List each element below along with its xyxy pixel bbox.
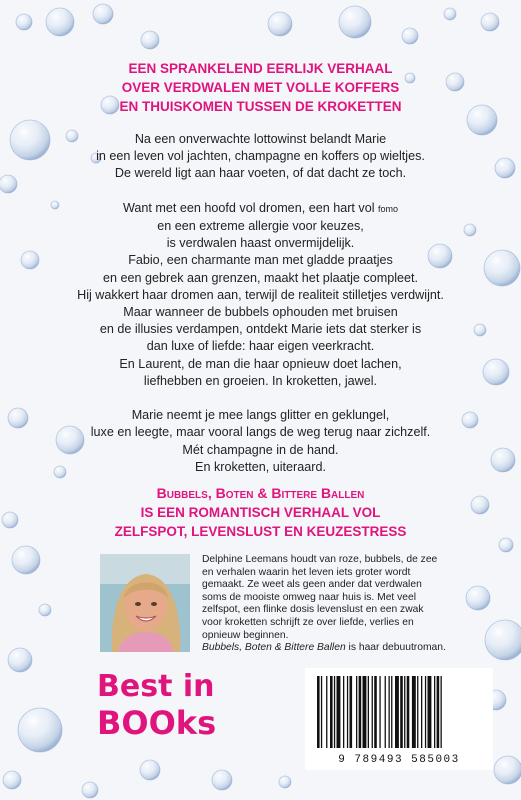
barcode-bar <box>434 676 435 748</box>
barcode-bar <box>347 676 348 748</box>
isbn-number: 9 789493 585003 <box>338 754 460 766</box>
logo-line2: BOOks <box>97 704 217 742</box>
bio-line: opnieuw beginnen. <box>202 629 289 641</box>
headline-line: EN THUISKOMEN TUSSEN DE KROKETTEN <box>119 99 402 114</box>
blurb-line: en een gebrek aan grenzen, maakt het plaatje compleet. <box>102 270 419 285</box>
blurb <box>0 131 521 476</box>
tagline-line: IS EEN ROMANTISCH VERHAAL VOL <box>140 505 381 520</box>
blurb-line: dan luxe of liefde: haar eigen veerkracht. <box>146 339 375 354</box>
barcode-bar <box>350 676 353 748</box>
headline <box>0 59 521 116</box>
barcode-bar <box>437 676 440 748</box>
blurb-line: Marie neemt je mee langs glitter en geklungel, <box>131 408 390 423</box>
bio-line: Delphine Leemans houdt van roze, bubbels, de zee <box>202 554 438 565</box>
barcode-bar <box>359 676 362 748</box>
blurb-line <box>0 200 521 218</box>
blurb-line: liefhebben en groeien. In kroketten, jawel. <box>143 373 378 388</box>
barcode-bar <box>412 676 416 748</box>
barcode-bar <box>428 676 432 748</box>
barcode-bar <box>400 676 403 748</box>
bio-line: soms de mooiste omweg naar huis is. Met veel <box>202 591 417 603</box>
barcode-bar <box>330 676 333 748</box>
blurb-line: En kroketten, uiteraard. <box>195 459 326 474</box>
barcode-bar <box>326 676 327 748</box>
barcode-bar <box>421 676 422 748</box>
publisher-logo <box>95 662 225 742</box>
blurb-line: Fabio, een charmante man met gladde praatjes <box>128 253 393 268</box>
blurb-line: Maar wanneer de bubbels ophouden met bruisen <box>123 305 398 320</box>
author-bio <box>202 554 502 655</box>
barcode-bar <box>425 676 426 748</box>
headline-line: OVER VERDWALEN MET VOLLE KOFFERS <box>121 80 400 95</box>
bio-line: zelfspot, een flinke dosis levenslust en een zwak <box>202 604 424 616</box>
barcode-bar <box>404 676 405 748</box>
fomo-text: fomo <box>378 203 399 214</box>
blurb-line: is verdwalen haast onvermijdelijk. <box>166 236 355 251</box>
barcode-bar <box>407 676 410 748</box>
barcode-bar <box>374 676 377 748</box>
barcode-bar <box>337 676 341 748</box>
bio-suffix: is haar debuutroman. <box>345 642 446 654</box>
barcode-bar <box>395 676 399 748</box>
blurb-line: Na een onverwachte lottowinst belandt Marie <box>134 132 387 146</box>
headline-line: EEN SPRANKELEND EERLIJK VERHAAL <box>128 61 393 76</box>
blurb-line: en een extreme allergie voor keuzes, <box>157 219 364 233</box>
blurb-line: en de illusies verdampen, ontdekt Marie iets dat sterker is <box>99 322 422 337</box>
blurb-line: Hij wakkert haar dromen aan, terwijl de realiteit stilletjes verdwijnt. <box>77 287 444 302</box>
isbn-barcode <box>305 668 493 770</box>
barcode-bar <box>441 676 442 748</box>
logo-line1: Best in <box>97 669 215 704</box>
bio-line: en verhalen waarin het leven iets groter wordt <box>202 566 411 578</box>
author-photo <box>100 554 190 652</box>
barcode-bar <box>356 676 357 748</box>
barcode-bar <box>368 676 369 748</box>
tagline-line: ZELFSPOT, LEVENSLUST EN KEUZESTRESS <box>114 524 407 539</box>
barcode-bars <box>305 668 493 752</box>
barcode-bar <box>363 676 367 748</box>
bio-line <box>202 642 502 655</box>
tagline <box>0 484 521 541</box>
blurb-line: En Laurent, de man die haar opnieuw doet lachen, <box>119 356 402 371</box>
barcode-bar <box>372 676 373 748</box>
blurb-line: De wereld ligt aan haar voeten, of dat dacht ze toch. <box>114 166 407 181</box>
barcode-bar <box>391 676 392 748</box>
barcode-bar <box>334 676 335 748</box>
blurb-line: in een leven vol jachten, champagne en koffers op wieltjes. <box>96 149 425 164</box>
blurb-text: Want met een hoofd vol dromen, een hart vol <box>122 200 379 215</box>
barcode-bar <box>343 676 344 748</box>
blurb-line: luxe en leegte, maar vooral langs de weg terug naar zichzelf. <box>90 425 431 440</box>
barcode-bar <box>389 676 390 748</box>
bio-book-title: Bubbels, Boten & Bittere Ballen <box>202 642 346 654</box>
barcode-bar <box>417 676 418 748</box>
blurb-line: Mét champagne in de hand. <box>182 442 339 457</box>
barcode-bar <box>321 676 322 748</box>
barcode-bar <box>379 676 380 748</box>
bio-line: gemaakt. Ze weet als geen ander dat verdwalen <box>202 579 422 591</box>
barcode-bar <box>317 676 320 748</box>
barcode-bar <box>385 676 386 748</box>
tagline-title: Bubbels, Boten & Bittere Ballen <box>156 485 365 501</box>
bio-line: voor kroketten schrijft ze over liefde, verlies en <box>202 616 414 628</box>
